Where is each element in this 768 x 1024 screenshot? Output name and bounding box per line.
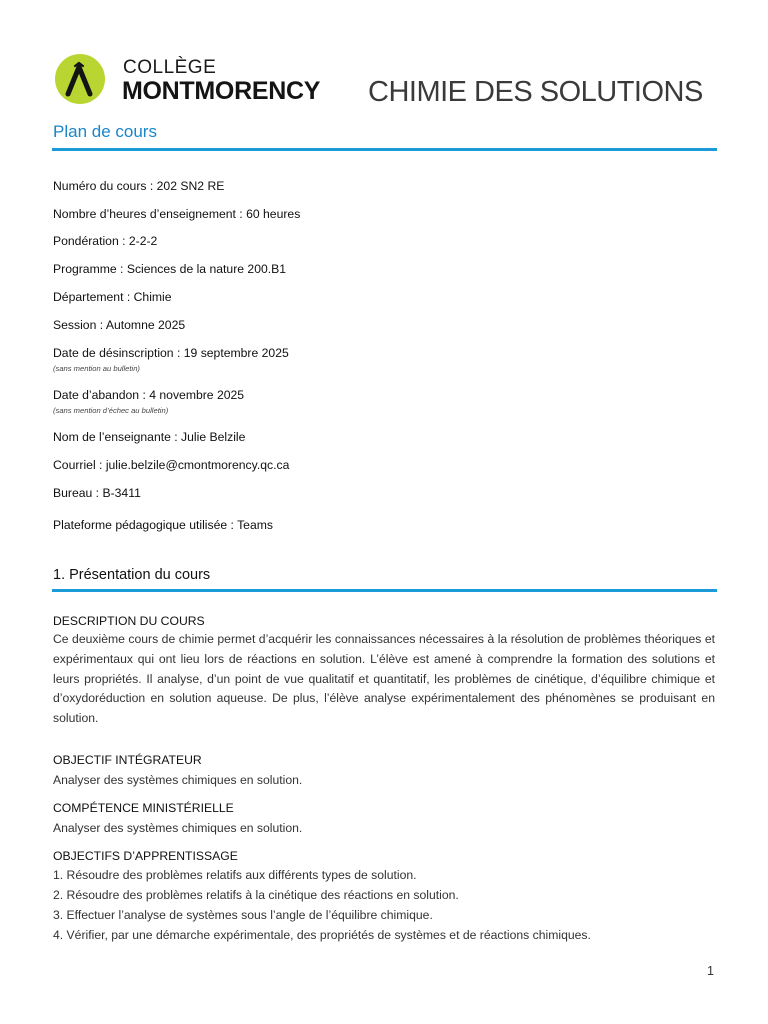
info-course-number: Numéro du cours : 202 SN2 RE — [53, 179, 225, 193]
info-platform: Plateforme pédagogique utilisée : Teams — [53, 518, 273, 532]
info-session: Session : Automne 2025 — [53, 318, 186, 332]
apprentissage-item: 4. Vérifier, par une démarche expérimentale, des propriétés de systèmes et de réactions chimiques. — [53, 928, 591, 942]
apprentissage-item: 3. Effectuer l’analyse de systèmes sous l’angle de l’équilibre chimique. — [53, 908, 433, 922]
objectif-heading: OBJECTIF INTÉGRATEUR — [53, 753, 202, 767]
info-teacher: Nom de l’enseignante : Julie Belzile — [53, 430, 246, 444]
college-logo-icon — [55, 54, 105, 104]
apprentissage-heading: OBJECTIFS D’APPRENTISSAGE — [53, 849, 238, 863]
section-divider — [52, 589, 717, 592]
info-abandon-date: Date d’abandon : 4 novembre 2025 — [53, 388, 245, 402]
plan-title: Plan de cours — [53, 122, 157, 141]
info-hours: Nombre d’heures d’enseignement : 60 heures — [53, 207, 301, 221]
info-withdrawal-note: (sans mention au bulletin) — [53, 364, 140, 373]
info-email: Courriel : julie.belzile@cmontmorency.qc.ca — [53, 458, 290, 472]
apprentissage-item: 2. Résoudre des problèmes relatifs à la cinétique des réactions en solution. — [53, 888, 459, 902]
page-number: 1 — [707, 964, 714, 978]
competence-text: Analyser des systèmes chimiques en solution. — [53, 821, 303, 835]
info-office: Bureau : B-3411 — [53, 486, 141, 500]
logo-college-text: COLLÈGE — [123, 57, 217, 78]
section-title-presentation: 1. Présentation du cours — [53, 567, 211, 583]
info-department: Département : Chimie — [53, 290, 172, 304]
info-withdrawal-date: Date de désinscription : 19 septembre 2025 — [53, 346, 289, 360]
apprentissage-item: 1. Résoudre des problèmes relatifs aux différents types de solution. — [53, 868, 417, 882]
competence-heading: COMPÉTENCE MINISTÉRIELLE — [53, 801, 234, 815]
objectif-text: Analyser des systèmes chimiques en solution. — [53, 773, 303, 787]
description-paragraph: Ce deuxième cours de chimie permet d’acquérir les connaissances nécessaires à la résolution de problèmes théoriques et expérimentaux qui ont lieu lors de réactions en solution. L’élève est amené à comprendre la formation des solutions et leurs propriétés. Il analyse, d’un point de vue qualitatif et quantitatif, les problèmes de cinétique, d’équilibre chimique et d’oxydoréduction en solution aqueuse. De plus, l’élève analyse expérimentalement des phénomènes se produisant en solution. — [53, 632, 715, 726]
info-program: Programme : Sciences de la nature 200.B1 — [53, 262, 287, 276]
info-abandon-note: (sans mention d’échec au bulletin) — [53, 406, 169, 415]
info-weighting: Pondération : 2-2-2 — [53, 234, 158, 248]
course-title: CHIMIE DES SOLUTIONS — [368, 76, 703, 108]
header-divider — [52, 148, 717, 151]
description-heading: DESCRIPTION DU COURS — [53, 614, 205, 628]
logo-montmorency-text: MONTMORENCY — [122, 77, 321, 105]
